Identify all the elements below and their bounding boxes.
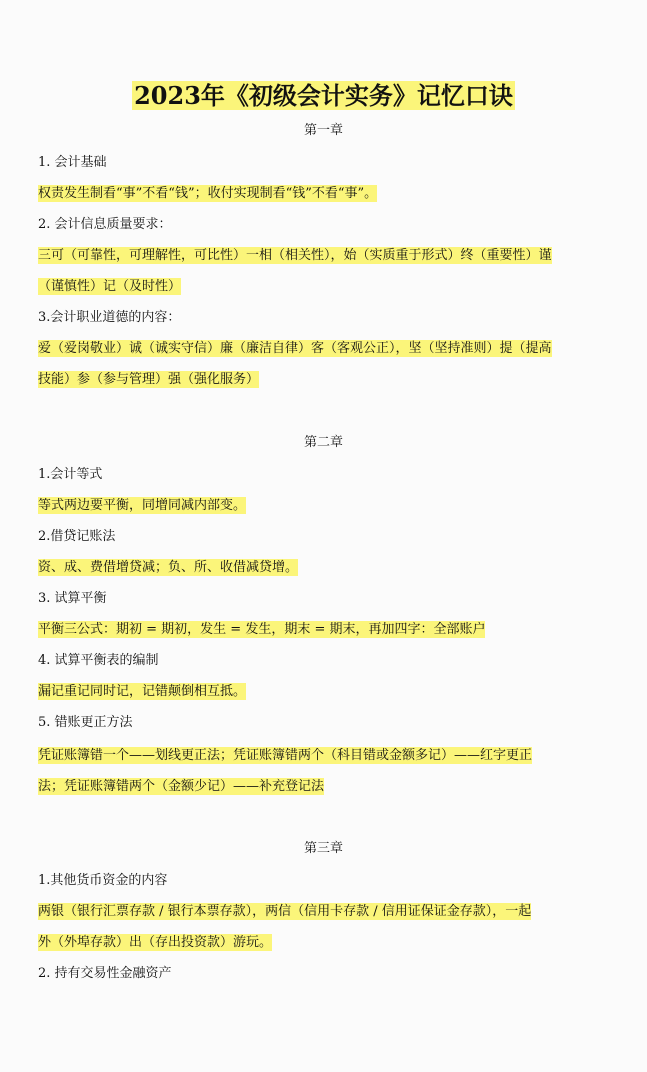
ch1-section-3-text-2: 技能）参（参与管理）强（强化服务）	[38, 372, 260, 387]
ch2-section-5-heading: 5. 错账更正方法	[38, 715, 133, 730]
ch1-section-3-text-1: 爱（爱岗敬业）诚（诚实守信）廉（廉洁自律）客（客观公正），坚（坚持准则）提（提高	[38, 341, 552, 356]
ch1-section-2-text-2: （谨慎性）记（及时性）	[38, 279, 182, 294]
ch2-section-2-text: 资、成、费借增贷减；负、所、收借减贷增。	[38, 560, 299, 575]
ch2-section-4-text: 漏记重记同时记，记错颠倒相互抵。	[38, 684, 247, 699]
ch3-section-1-heading: 1.其他货币资金的内容	[38, 873, 168, 888]
ch3-section-1-text-2: 外（外埠存款）出（存出投资款）游玩。	[38, 935, 273, 950]
ch2-section-5-text-1: 凭证账簿错一个——划线更正法；凭证账簿错两个（科目错或金额多记）——红字更正	[38, 748, 533, 763]
ch1-section-1-heading: 1. 会计基础	[38, 155, 107, 170]
ch2-section-3-text: 平衡三公式：期初 = 期初，发生 = 发生，期末 = 期末，再加四字：全部账户	[38, 622, 486, 637]
chapter-3-heading: 第三章	[303, 841, 343, 856]
document-title: 2023年《初级会计实务》记忆口诀	[134, 81, 513, 110]
ch2-section-4-heading: 4. 试算平衡表的编制	[38, 653, 159, 668]
chapter-1-heading: 第一章	[303, 123, 343, 138]
ch3-section-2-heading: 2. 持有交易性金融资产	[38, 966, 172, 981]
ch3-section-1-text-1: 两银（银行汇票存款 / 银行本票存款），两信（信用卡存款 / 信用证保证金存款），一起	[38, 904, 532, 919]
ch2-section-1-text: 等式两边要平衡，同增同减内部变。	[38, 498, 247, 513]
ch2-section-3-heading: 3. 试算平衡	[38, 591, 107, 606]
ch2-section-2-heading: 2.借贷记账法	[38, 529, 116, 544]
chapter-2-heading: 第二章	[303, 435, 343, 450]
ch1-section-2-text-1: 三可（可靠性，可理解性，可比性）一相（相关性），始（实质重于形式）终（重要性）谨	[38, 248, 552, 263]
ch1-section-2-heading: 2. 会计信息质量要求：	[38, 217, 172, 232]
ch1-section-3-heading: 3.会计职业道德的内容：	[38, 310, 181, 325]
ch2-section-5-text-2: 法；凭证账簿错两个（金额少记）——补充登记法	[38, 779, 325, 794]
ch2-section-1-heading: 1.会计等式	[38, 467, 103, 482]
ch1-section-1-text: 权责发生制看“事”不看“钱”；收付实现制看“钱”不看“事”。	[38, 186, 378, 201]
